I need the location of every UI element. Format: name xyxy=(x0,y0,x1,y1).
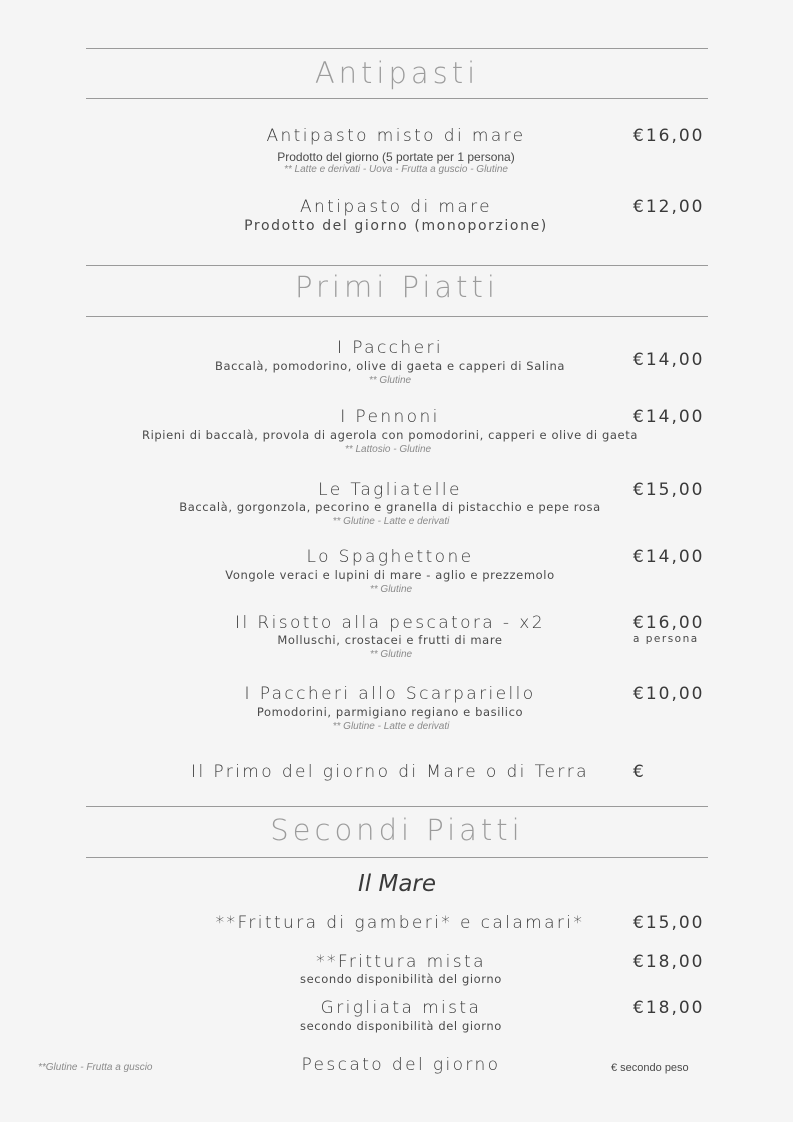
footnote-allergens: **Glutine - Frutta a guscio xyxy=(38,1062,153,1073)
divider xyxy=(86,316,708,317)
allergens-note: ** Glutine - Latte e derivati xyxy=(332,721,450,732)
section-title-antipasti: Antipasti xyxy=(314,56,480,90)
subsection-title: Il Mare xyxy=(357,871,437,897)
dish-description: Baccalà, pomodorino, olive di gaeta e capperi di Salina xyxy=(215,359,565,373)
dish-name: Grigliata mista xyxy=(320,998,482,1018)
allergens-note: ** Lattosio - Glutine xyxy=(344,444,432,455)
section-title-primi: Primi Piatti xyxy=(295,270,499,304)
dish-price: €15,00 xyxy=(633,913,705,933)
dish-price: €16,00 xyxy=(633,126,705,146)
dish-price: €14,00 xyxy=(633,547,705,567)
dish-name: **Frittura di gamberi* e calamari* xyxy=(215,913,585,933)
dish-name: I Pennoni xyxy=(340,407,440,427)
dish-name: Il Risotto alla pescatora - x2 xyxy=(235,613,545,633)
allergens-note: ** Glutine - Latte e derivati xyxy=(332,516,450,527)
dish-description: Pomodorini, parmigiano regiano e basilico xyxy=(256,705,524,719)
dish-description: Ripieni di baccalà, provola di agerola con pomodorini, capperi e olive di gaeta xyxy=(142,428,638,442)
dish-name: Pescato del giorno xyxy=(301,1055,501,1075)
divider xyxy=(86,857,708,858)
dish-price: €18,00 xyxy=(633,952,705,972)
allergens-note: ** Latte e derivati - Uova - Frutta a guscio - Glutine xyxy=(284,164,508,175)
dish-description: Molluschi, crostacei e frutti di mare xyxy=(277,633,503,647)
dish-name: I Paccheri xyxy=(337,338,443,358)
dish-description: Baccalà, gorgonzola, pecorino e granella di pistacchio e pepe rosa xyxy=(179,500,601,514)
price-note: a persona xyxy=(633,633,699,645)
allergens-note: ** Glutine xyxy=(369,649,413,660)
dish-price: € xyxy=(633,762,646,782)
dish-description: Vongole veraci e lupini di mare - aglio e prezzemolo xyxy=(225,568,555,582)
dish-name: I Paccheri allo Scarpariello xyxy=(244,684,536,704)
divider xyxy=(86,48,708,49)
dish-description: secondo disponibilità del giorno xyxy=(300,972,502,986)
allergens-note: ** Glutine xyxy=(368,375,412,386)
divider xyxy=(86,98,708,99)
divider xyxy=(86,806,708,807)
dish-name: Il Primo del giorno di Mare o di Terra xyxy=(191,762,589,782)
dish-name: Antipasto di mare xyxy=(299,197,493,217)
dish-price: €10,00 xyxy=(633,684,705,704)
dish-description: Prodotto del giorno (5 portate per 1 persona) xyxy=(277,150,515,164)
dish-description: Prodotto del giorno (monoporzione) xyxy=(244,218,548,234)
dish-price: €16,00 xyxy=(633,613,705,633)
dish-price: €14,00 xyxy=(633,350,705,370)
section-title-secondi: Secondi Piatti xyxy=(270,813,524,847)
divider xyxy=(86,265,708,266)
dish-name: Le Tagliatelle xyxy=(318,480,462,500)
dish-price: €14,00 xyxy=(633,407,705,427)
dish-price: €15,00 xyxy=(633,480,705,500)
dish-name: Antipasto misto di mare xyxy=(266,126,526,146)
dish-description: secondo disponibilità del giorno xyxy=(300,1019,502,1033)
allergens-note: ** Glutine xyxy=(369,584,413,595)
dish-price: €18,00 xyxy=(633,998,705,1018)
dish-name: **Frittura mista xyxy=(316,952,486,972)
dish-price: € secondo peso xyxy=(611,1062,689,1074)
dish-price: €12,00 xyxy=(633,197,705,217)
dish-name: Lo Spaghettone xyxy=(306,547,474,567)
